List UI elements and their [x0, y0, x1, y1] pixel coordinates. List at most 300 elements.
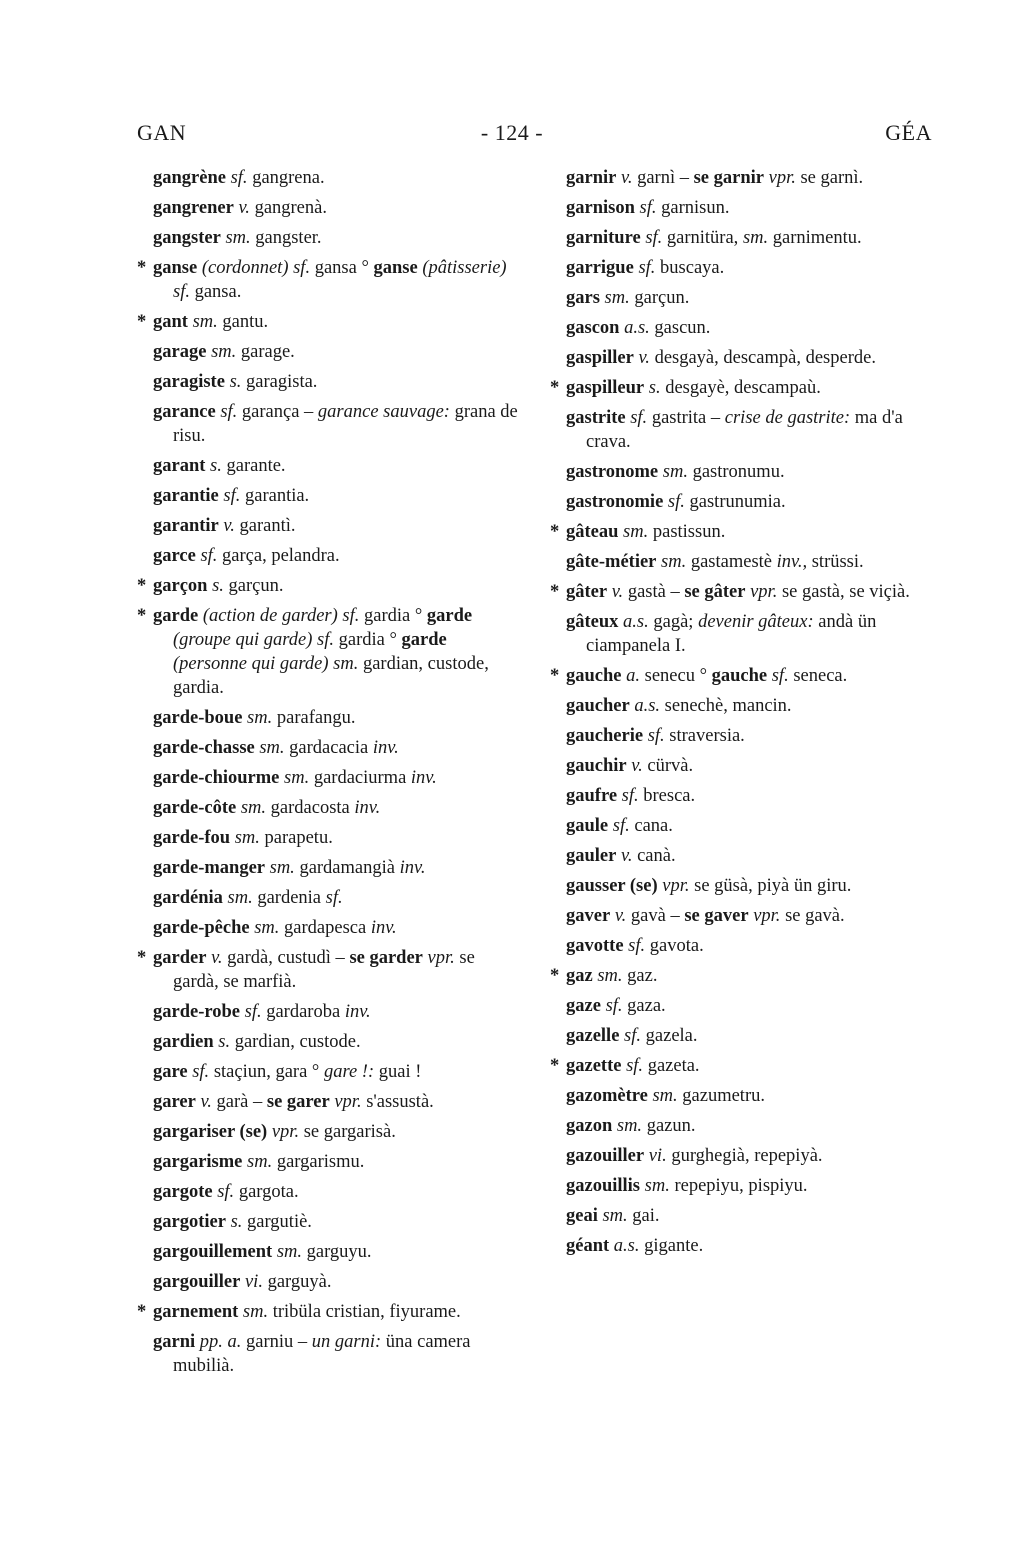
- dictionary-entry: [153, 1240, 523, 1264]
- headword: gare: [153, 1062, 188, 1082]
- grammar-label: v.: [206, 948, 223, 968]
- grammar-label: sf.: [187, 1062, 210, 1082]
- translation: gascun.: [649, 318, 711, 338]
- translation: straversia.: [664, 726, 745, 746]
- headword: gâter: [566, 582, 608, 602]
- translation: gurghegià, repepiyà.: [666, 1146, 823, 1166]
- dictionary-entry: [137, 946, 523, 994]
- headword: garantie: [153, 486, 219, 506]
- grammar-label: sf.: [623, 936, 646, 956]
- asterisk-marker: *: [137, 258, 147, 278]
- dictionary-entry: [566, 694, 941, 718]
- dictionary-entry: [566, 226, 941, 250]
- dictionary-entry: [566, 316, 941, 340]
- grammar-label: sm.: [206, 342, 237, 362]
- headword: garage: [153, 342, 207, 362]
- grammar-label: inv.: [372, 738, 399, 758]
- headword: garagiste: [153, 372, 225, 392]
- dictionary-entry: [566, 1144, 941, 1168]
- headword: garant: [153, 456, 206, 476]
- headword: gargouillement: [153, 1242, 273, 1262]
- grammar-label: vpr.: [267, 1122, 300, 1142]
- dictionary-entry: [566, 490, 941, 514]
- headword: gardénia: [153, 888, 223, 908]
- translation: gastà –: [623, 582, 685, 602]
- headword: garde-manger: [153, 858, 265, 878]
- translation: garnimentu.: [768, 228, 862, 248]
- translation: gardacacia: [284, 738, 373, 758]
- dictionary-entry: [153, 400, 523, 448]
- headword: garde-robe: [153, 1002, 240, 1022]
- headword: gangrener: [153, 198, 234, 218]
- dictionary-entry: [153, 226, 523, 250]
- asterisk-marker: *: [137, 312, 147, 332]
- grammar-label: v.: [616, 168, 633, 188]
- translation: °: [361, 258, 369, 278]
- grammar-label: sm.: [742, 228, 769, 248]
- dictionary-entry: [153, 370, 523, 394]
- grammar-label: sf.: [634, 198, 657, 218]
- headword: garrigue: [566, 258, 634, 278]
- grammar-label: sm.: [222, 888, 253, 908]
- grammar-label: vpr.: [422, 948, 455, 968]
- translation: gardaciurma: [309, 768, 411, 788]
- translation: repepiyu, pispiyu.: [669, 1176, 808, 1196]
- dictionary-entry: [153, 514, 523, 538]
- headword: gazette: [566, 1056, 622, 1076]
- dictionary-entry: [566, 1174, 941, 1198]
- dictionary-entry: [566, 904, 941, 928]
- grammar-label: vpr.: [763, 168, 796, 188]
- headword: gaspilleur: [566, 378, 645, 398]
- dictionary-entry: [153, 766, 523, 790]
- headword: garde-chiourme: [153, 768, 280, 788]
- translation: gastrita –: [647, 408, 725, 428]
- headword: gavotte: [566, 936, 624, 956]
- translation: bresca.: [638, 786, 696, 806]
- translation: gargarismu.: [272, 1152, 365, 1172]
- translation: se gargarisà.: [299, 1122, 396, 1142]
- headword: garde: [426, 606, 473, 626]
- grammar-label: (pâtisserie) sf.: [173, 258, 507, 302]
- running-head-left: GAN: [137, 120, 187, 145]
- dictionary-entry: [153, 196, 523, 220]
- grammar-label: v.: [607, 582, 624, 602]
- dictionary-entry: [153, 796, 523, 820]
- dictionary-entry: [566, 460, 941, 484]
- translation: gargota.: [234, 1182, 299, 1202]
- headword: gardien: [153, 1032, 214, 1052]
- translation: gardian, custode, gardia.: [173, 654, 489, 698]
- grammar-label: sf.: [640, 228, 663, 248]
- dictionary-entry: [153, 826, 523, 850]
- translation: garçun.: [629, 288, 690, 308]
- translation: gansa: [310, 258, 362, 278]
- grammar-label: s.: [205, 456, 222, 476]
- translation: s'assustà.: [361, 1092, 434, 1112]
- grammar-label: a.: [621, 666, 640, 686]
- grammar-label: vpr.: [657, 876, 690, 896]
- dictionary-entry: [550, 964, 941, 988]
- translation: gastronumu.: [687, 462, 785, 482]
- grammar-label: vpr.: [745, 582, 778, 602]
- dictionary-entry: [153, 1030, 523, 1054]
- dictionary-entry: [153, 544, 523, 568]
- grammar-label: sm.: [272, 1242, 303, 1262]
- grammar-label: v.: [626, 756, 643, 776]
- dictionary-entry: [550, 664, 941, 688]
- dictionary-entry: [566, 724, 941, 748]
- headword: geai: [566, 1206, 598, 1226]
- grammar-label: sf.: [625, 408, 648, 428]
- grammar-label: inv.: [354, 798, 381, 818]
- grammar-label: a.s.: [629, 696, 661, 716]
- asterisk-marker: *: [550, 582, 560, 602]
- asterisk-marker: *: [550, 666, 560, 686]
- running-head-right: GÉA: [885, 120, 932, 145]
- translation: garage.: [236, 342, 295, 362]
- translation: guai !: [374, 1062, 422, 1082]
- grammar-label: sf.: [325, 888, 343, 908]
- dictionary-entry: [566, 1024, 941, 1048]
- dictionary-entry: [153, 1150, 523, 1174]
- headword: se gaver: [684, 906, 749, 926]
- dictionary-entry: [566, 406, 941, 454]
- translation: gazeta.: [643, 1056, 700, 1076]
- translation: gardia °: [334, 630, 402, 650]
- headword: gars: [566, 288, 600, 308]
- dictionary-entry: [137, 604, 523, 700]
- headword: garance: [153, 402, 216, 422]
- headword: garde: [401, 630, 447, 650]
- dictionary-entry: [566, 874, 941, 898]
- headword: se garder: [349, 948, 423, 968]
- grammar-label: a.s.: [609, 1236, 640, 1256]
- headword: gargariser (se): [153, 1122, 268, 1142]
- grammar-label: sm.: [612, 1116, 643, 1136]
- grammar-label: s.: [224, 372, 242, 392]
- grammar-label: (groupe qui garde) sf.: [173, 630, 334, 650]
- translation: ma d'a crava.: [586, 408, 903, 452]
- headword: se garnir: [693, 168, 764, 188]
- translation: gardamangià: [294, 858, 400, 878]
- dictionary-entry: [566, 784, 941, 808]
- headword: garniture: [566, 228, 641, 248]
- translation: senecu °: [640, 666, 712, 686]
- grammar-label: sf.: [617, 786, 639, 806]
- dictionary-entry: [566, 1084, 941, 1108]
- dictionary-entry: [153, 1270, 523, 1294]
- grammar-label: sm.: [249, 918, 280, 938]
- headword: se gâter: [684, 582, 746, 602]
- grammar-label: s.: [213, 1032, 231, 1052]
- asterisk-marker: *: [137, 576, 147, 596]
- headword: gazouiller: [566, 1146, 645, 1166]
- dictionary-entry: [153, 1210, 523, 1234]
- translation: gardenia: [252, 888, 326, 908]
- translation: gardapesca: [279, 918, 371, 938]
- translation: se güsà, piyà ün giru.: [689, 876, 852, 896]
- dictionary-entry: [153, 340, 523, 364]
- grammar-label: v.: [616, 846, 633, 866]
- headword: gâte-métier: [566, 552, 657, 572]
- translation: garantia.: [240, 486, 310, 506]
- grammar-label: vi.: [240, 1272, 263, 1292]
- dictionary-entry: [566, 1114, 941, 1138]
- grammar-label: sm.: [592, 966, 623, 986]
- grammar-label: sm.: [230, 828, 260, 848]
- grammar-label: sm.: [254, 738, 285, 758]
- dictionary-entry: [153, 706, 523, 730]
- translation: garnì –: [632, 168, 694, 188]
- translation: gardacosta: [266, 798, 355, 818]
- asterisk-marker: *: [550, 378, 560, 398]
- grammar-label: v.: [233, 198, 250, 218]
- grammar-label: sf.: [663, 492, 685, 512]
- grammar-label: sm.: [265, 858, 295, 878]
- translation: buscaya.: [655, 258, 725, 278]
- grammar-label: (cordonnet) sf.: [197, 258, 311, 278]
- grammar-label: sm.: [279, 768, 310, 788]
- dictionary-entry: [153, 1000, 523, 1024]
- grammar-label: sm.: [599, 288, 630, 308]
- translation: gaz.: [622, 966, 658, 986]
- translation: se gastà, se viçià.: [777, 582, 910, 602]
- translation: gantu.: [217, 312, 269, 332]
- headword: garde-chasse: [153, 738, 255, 758]
- headword: gâteux: [566, 612, 619, 632]
- headword: gangrène: [153, 168, 226, 188]
- grammar-label: crise de gastrite:: [724, 408, 851, 428]
- headword: garçon: [153, 576, 208, 596]
- translation: grana de risu.: [173, 402, 518, 446]
- grammar-label: sm.: [597, 1206, 628, 1226]
- grammar-label: inv.,: [776, 552, 808, 572]
- grammar-label: sm.: [242, 1152, 273, 1172]
- grammar-label: vi.: [644, 1146, 667, 1166]
- dictionary-entry: [566, 754, 941, 778]
- headword: gaucherie: [566, 726, 644, 746]
- translation: gangrenà.: [249, 198, 327, 218]
- translation: üna camera mubilià.: [173, 1332, 471, 1376]
- headword: garce: [153, 546, 196, 566]
- translation: gagà;: [648, 612, 699, 632]
- headword: gâteau: [566, 522, 619, 542]
- grammar-label: vpr.: [329, 1092, 362, 1112]
- grammar-label: sf.: [218, 486, 241, 506]
- translation: cana.: [629, 816, 673, 836]
- headword: ganse: [368, 258, 418, 278]
- grammar-label: sm.: [658, 462, 688, 482]
- headword: gazelle: [566, 1026, 620, 1046]
- dictionary-entry: [566, 166, 941, 190]
- dictionary-entry: [566, 994, 941, 1018]
- headword: gargarisme: [153, 1152, 243, 1172]
- dictionary-entry: [550, 520, 941, 544]
- headword: gauche: [711, 666, 768, 686]
- headword: gastronomie: [566, 492, 664, 512]
- grammar-label: sm.: [236, 798, 267, 818]
- grammar-label: v.: [218, 516, 235, 536]
- headword: garnir: [566, 168, 617, 188]
- headword: garder: [153, 948, 207, 968]
- headword: gastronome: [566, 462, 659, 482]
- headword: gaz: [566, 966, 593, 986]
- dictionary-entry: [566, 814, 941, 838]
- headword: gauler: [566, 846, 617, 866]
- translation: senechè, mancin.: [660, 696, 792, 716]
- translation: andà ün ciampanela I.: [586, 612, 877, 656]
- grammar-label: inv.: [344, 1002, 371, 1022]
- asterisk-marker: *: [550, 1056, 560, 1076]
- grammar-label: v.: [195, 1092, 212, 1112]
- translation: gavà –: [626, 906, 685, 926]
- translation: canà.: [632, 846, 676, 866]
- headword: gaule: [566, 816, 609, 836]
- translation: garça, pelandra.: [217, 546, 340, 566]
- asterisk-marker: *: [550, 966, 560, 986]
- dictionary-entry: [566, 844, 941, 868]
- grammar-label: inv.: [399, 858, 426, 878]
- page-number: - 124 -: [480, 120, 544, 145]
- translation: gansa.: [189, 282, 242, 302]
- asterisk-marker: *: [137, 948, 147, 968]
- dictionary-entry: [566, 934, 941, 958]
- headword: gascon: [566, 318, 620, 338]
- grammar-label: sm.: [656, 552, 687, 572]
- grammar-label: sm.: [242, 708, 273, 728]
- grammar-label: s.: [225, 1212, 243, 1232]
- dictionary-entry: [153, 1090, 523, 1114]
- translation: gastamestè: [686, 552, 777, 572]
- headword: gazon: [566, 1116, 613, 1136]
- grammar-label: (action de garder) sf.: [198, 606, 360, 626]
- asterisk-marker: *: [137, 606, 147, 626]
- grammar-label: sm.: [220, 228, 251, 248]
- dictionary-entry: [153, 886, 523, 910]
- dictionary-entry: [566, 550, 941, 574]
- headword: gaspiller: [566, 348, 634, 368]
- dictionary-entry: [137, 1300, 523, 1324]
- dictionary-entry: [153, 454, 523, 478]
- grammar-label: sm.: [238, 1302, 269, 1322]
- headword: gausser (se): [566, 876, 658, 896]
- dictionary-entry: [137, 310, 523, 334]
- translation: pastissun.: [648, 522, 726, 542]
- translation: gazun.: [642, 1116, 696, 1136]
- headword: gaufre: [566, 786, 618, 806]
- translation: gazela.: [641, 1026, 698, 1046]
- headword: garde-pêche: [153, 918, 250, 938]
- headword: garantir: [153, 516, 219, 536]
- grammar-label: s.: [207, 576, 224, 596]
- grammar-label: sf.: [225, 168, 248, 188]
- grammar-label: sm.: [187, 312, 218, 332]
- headword: garni: [153, 1332, 196, 1352]
- translation: garguyà.: [262, 1272, 332, 1292]
- translation: gardia °: [359, 606, 427, 626]
- translation: gai.: [627, 1206, 660, 1226]
- headword: gastrite: [566, 408, 626, 428]
- dictionary-entry: [566, 1234, 941, 1258]
- translation: gardaroba: [261, 1002, 345, 1022]
- translation: garnitüra,: [662, 228, 743, 248]
- dictionary-entry: [566, 346, 941, 370]
- dictionary-entry: [153, 166, 523, 190]
- dictionary-entry: [566, 286, 941, 310]
- dictionary-entry: [566, 196, 941, 220]
- dictionary-entry: [137, 574, 523, 598]
- grammar-label: inv.: [410, 768, 437, 788]
- translation: gangster.: [250, 228, 322, 248]
- grammar-label: a.s.: [619, 318, 650, 338]
- dictionary-entry: [550, 580, 941, 604]
- grammar-label: sf.: [240, 1002, 262, 1022]
- translation: garagista.: [241, 372, 318, 392]
- grammar-label: sf.: [643, 726, 665, 746]
- dictionary-entry: [550, 1054, 941, 1078]
- grammar-label: sf.: [212, 1182, 235, 1202]
- grammar-label: pp. a.: [195, 1332, 242, 1352]
- dictionary-entry: [566, 1204, 941, 1228]
- left-column: [137, 166, 523, 1384]
- asterisk-marker: *: [137, 1302, 147, 1322]
- translation: garguyu.: [302, 1242, 372, 1262]
- headword: garde: [153, 606, 199, 626]
- translation: gastrunumia.: [684, 492, 786, 512]
- headword: garer: [153, 1092, 196, 1112]
- dictionary-entry: [153, 736, 523, 760]
- headword: gargote: [153, 1182, 213, 1202]
- grammar-label: sf.: [600, 996, 623, 1016]
- translation: se gardà, se marfià.: [173, 948, 475, 992]
- grammar-label: inv.: [370, 918, 397, 938]
- dictionary-entry: [153, 1330, 523, 1378]
- translation: garçun.: [223, 576, 284, 596]
- dictionary-entry: [566, 610, 941, 658]
- headword: gant: [153, 312, 188, 332]
- headword: ganse: [153, 258, 198, 278]
- grammar-label: sf.: [633, 258, 656, 278]
- translation: garante.: [221, 456, 286, 476]
- grammar-label: sf.: [608, 816, 630, 836]
- headword: garde-boue: [153, 708, 243, 728]
- grammar-label: un garni:: [311, 1332, 382, 1352]
- translation: gavota.: [645, 936, 704, 956]
- grammar-label: sf.: [195, 546, 218, 566]
- headword: gargotier: [153, 1212, 226, 1232]
- grammar-label: sm.: [640, 1176, 670, 1196]
- grammar-label: sf.: [621, 1056, 644, 1076]
- grammar-label: vpr.: [748, 906, 781, 926]
- headword: gaze: [566, 996, 601, 1016]
- headword: gauche: [566, 666, 622, 686]
- dictionary-entry: [550, 376, 941, 400]
- headword: gargouiller: [153, 1272, 241, 1292]
- headword: gaver: [566, 906, 611, 926]
- headword: garde-fou: [153, 828, 231, 848]
- headword: se garer: [266, 1092, 330, 1112]
- translation: garà –: [211, 1092, 267, 1112]
- translation: parafangu.: [272, 708, 356, 728]
- grammar-label: (personne qui garde) sm.: [173, 654, 359, 674]
- grammar-label: v.: [633, 348, 650, 368]
- dictionary-entry: [153, 1120, 523, 1144]
- grammar-label: gare !:: [323, 1062, 375, 1082]
- translation: staçiun, gara °: [209, 1062, 324, 1082]
- grammar-label: sm.: [647, 1086, 678, 1106]
- headword: gangster: [153, 228, 221, 248]
